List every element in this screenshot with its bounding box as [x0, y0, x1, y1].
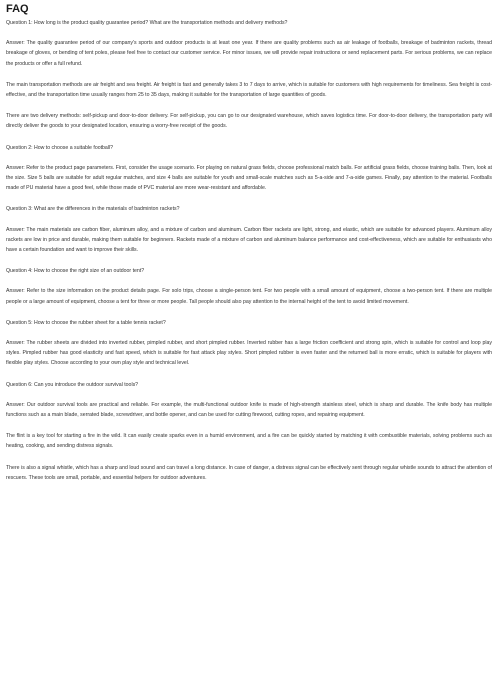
question-3: Question 3: What are the differences in the materials of badminton rackets?	[6, 206, 180, 213]
answer-6-knife: Answer: Our outdoor survival tools are practical and reliable. For example, the multi-functional outdoor knife is made of high-strength stainless steel, which is sharp and durable. The knife body has multiple functions such as a main blade, serrated blade, screwdriver, and bottle opener, and can be used for cutting firewood, cutting ropes, and repairing equipment.	[6, 401, 492, 419]
question-1: Question 1: How long is the product quality guarantee period? What are the transportation methods and delivery methods?	[6, 20, 288, 26]
answer-1-delivery: There are two delivery methods: self-pickup and door-to-door delivery. For self-pickup, you can go to our designated warehouse, which saves logistics time. For door-to-door delivery, the transportation party will directly deliver the goods to your designated location, ensuring a worry-free receipt of the goods.	[6, 113, 492, 130]
question-4: Question 4: How to choose the right size of an outdoor tent?	[6, 268, 145, 275]
answer-6-whistle: There is also a signal whistle, which has a sharp and loud sound and can travel a long distance. In case of danger, a distress signal can be effectively sent through regular whistle sounds to attract the attention of rescuers. These tools are small, portable, and essential helpers for outdoor adventures.	[6, 464, 492, 481]
answer-4: Answer: Refer to the size information on the product details page. For solo trips, choose a single-person tent. For two people with a small amount of equipment, choose a two-person tent. If there are multiple people or a large amount of equipment, choose a tent for three or more people. Tall people should also pay attention to the internal height of the tent to avoid limited movement.	[6, 288, 492, 305]
answer-1-warranty: Answer: The quality guarantee period of our company's sports and outdoor products is at least one year. If there are quality problems such as air leakage of footballs, breakage of badminton rackets, thread breakage of gloves, or bending of tent poles, please feel free to contact our customer service. For minor issues, we will provide repair instructions or send replacement parts. For serious problems, we can replace the products or offer a full refund.	[6, 40, 492, 67]
question-2: Question 2: How to choose a suitable football?	[6, 144, 113, 151]
page-title: FAQ	[6, 3, 29, 15]
answer-2: Answer: Refer to the product page parameters. First, consider the usage scenario. For playing on natural grass fields, choose professional match balls. For artificial grass fields, choose training balls. Then, look at the size. Size 5 balls are suitable for adult regular matches, and size 4 balls are suitable for youth and small-scale matches such as 5-a-side and 7-a-side games. Finally, pay attention to the material. Footballs made of PU material have a good feel, while those made of PVC material are more wear-resistant and affordable.	[6, 164, 492, 192]
question-5: Question 5: How to choose the rubber sheet for a table tennis racket?	[6, 319, 166, 326]
question-6: Question 6: Can you introduce the outdoor survival tools?	[6, 381, 139, 388]
answer-3: Answer: The main materials are carbon fiber, aluminum alloy, and a mixture of carbon and aluminum. Carbon fiber rackets are light, strong, and elastic, which are suitable for advanced players. Aluminum alloy rackets are low in price and durable, making them suitable for beginners. Rackets made of a mixture of carbon and aluminum balance performance and cost-effectiveness, which are suitable for enthusiasts who have a certain foundation and want to improve their skills.	[6, 226, 492, 254]
answer-6-flint: The flint is a key tool for starting a fire in the wild. It can easily create sparks even in a humid environment, and a fire can be quickly started by matching it with combustible materials, solving problems such as heating, cooking, and sending distress signals.	[6, 433, 492, 450]
answer-1-transport: The main transportation methods are air freight and sea freight. Air freight is fast and generally takes 3 to 7 days to arrive, which is suitable for customers with high requirements for timeliness. Sea freight is cost-effective, and the transportation time usually ranges from 25 to 35 days, making it suitable for the transportation of large quantities of goods.	[6, 81, 492, 99]
answer-5: Answer: The rubber sheets are divided into inverted rubber, pimpled rubber, and short pimpled rubber. Inverted rubber has a large friction coefficient and strong spin, which is suitable for control and loop play styles. Pimpled rubber has good elasticity and fast speed, which is suitable for fast attack play styles. Short pimpled rubber is even faster and the returned ball is more erratic, which is suitable for players with flexible play styles. Choose according to your own play style and technical level.	[6, 340, 492, 367]
